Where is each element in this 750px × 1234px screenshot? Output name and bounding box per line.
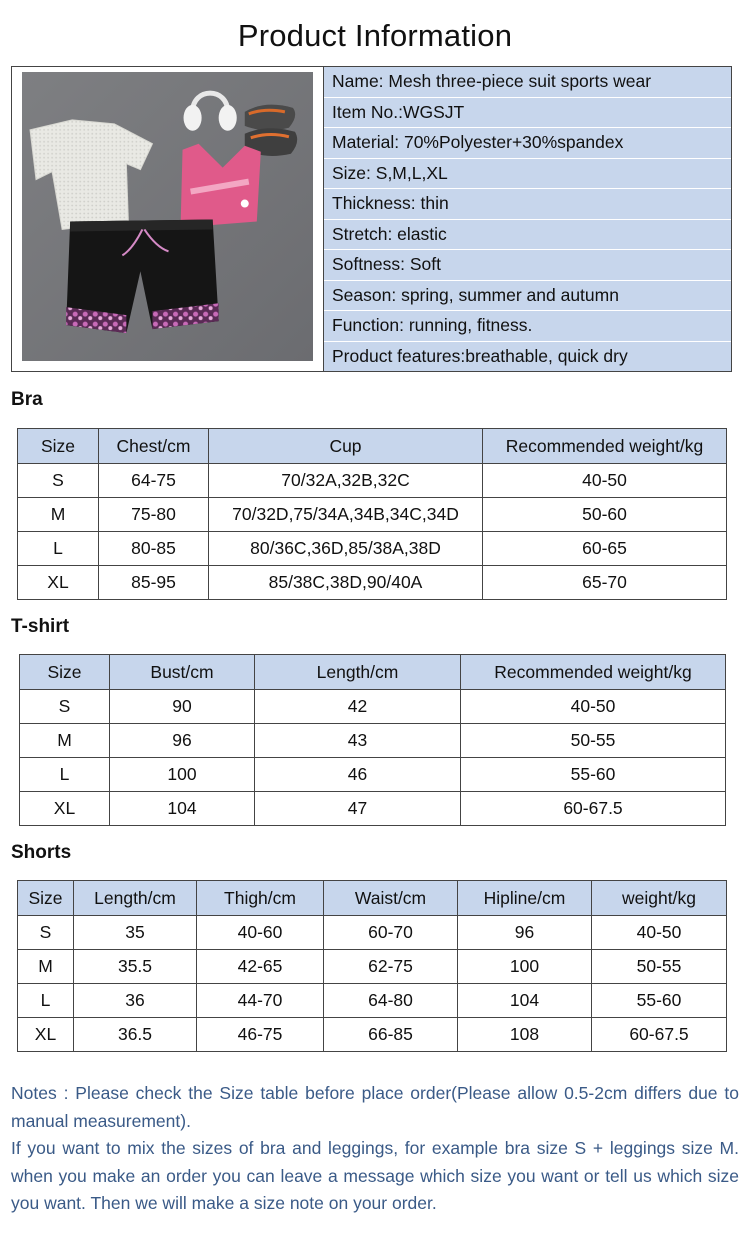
table-row [18,464,727,498]
table-header-cell: Length/cm [74,881,197,916]
product-photo [12,67,324,371]
info-item-no: Item No.:WGSJT [324,98,731,129]
bra-size-table [17,428,727,600]
table-cell: M [20,724,110,758]
size-notes [11,1080,739,1218]
info-softness: Softness: Soft [324,250,731,281]
info-function: Function: running, fitness. [324,311,731,342]
table-cell: S [18,464,99,498]
table-cell: XL [20,792,110,826]
table-cell: 80/36C,36D,85/38A,38D [209,532,483,566]
info-material: Material: 70%Polyester+30%spandex [324,128,731,159]
table-row [18,950,727,984]
shorts-section-title: Shorts [11,842,72,863]
table-cell: S [20,690,110,724]
table-row [20,758,726,792]
table-header-cell: Recommended weight/kg [461,655,726,690]
info-thickness: Thickness: thin [324,189,731,220]
table-cell: 60-67.5 [461,792,726,826]
table-cell: 85/38C,38D,90/40A [209,566,483,600]
table-cell: 35.5 [74,950,197,984]
info-features: Product features:breathable, quick dry [324,342,731,372]
bra-section-title: Bra [11,389,43,410]
table-cell: 42 [255,690,461,724]
table-cell: 50-55 [461,724,726,758]
table-cell: L [20,758,110,792]
table-header-row [20,655,726,690]
table-header-row [18,429,727,464]
table-cell: L [18,532,99,566]
tshirt-section-title: T-shirt [11,616,70,637]
table-cell: 35 [74,916,197,950]
table-cell: L [18,984,74,1018]
table-cell: XL [18,566,99,600]
table-cell: 104 [458,984,592,1018]
table-cell: 55-60 [461,758,726,792]
table-cell: 90 [110,690,255,724]
info-name: Name: Mesh three-piece suit sports wear [324,67,731,98]
table-row [18,984,727,1018]
table-cell: 60-65 [483,532,727,566]
table-row [18,498,727,532]
table-cell: 40-60 [197,916,324,950]
info-stretch: Stretch: elastic [324,220,731,251]
product-info-list [324,67,731,371]
table-cell: 70/32D,75/34A,34B,34C,34D [209,498,483,532]
table-header-cell: Cup [209,429,483,464]
table-cell: 46-75 [197,1018,324,1052]
table-cell: 40-50 [483,464,727,498]
table-header-cell: Chest/cm [99,429,209,464]
table-cell: 43 [255,724,461,758]
notes-paragraph: Notes : Please check the Size table before place order(Please allow 0.5-2cm differs due to manual measurement). [11,1083,739,1131]
table-header-cell: Recommended weight/kg [483,429,727,464]
info-size: Size: S,M,L,XL [324,159,731,190]
table-cell: 44-70 [197,984,324,1018]
table-cell: 80-85 [99,532,209,566]
table-cell: 36 [74,984,197,1018]
product-info-block [11,66,732,372]
table-cell: 100 [458,950,592,984]
table-row [18,1018,727,1052]
table-header-cell: Size [20,655,110,690]
shorts-size-table [17,880,727,1052]
table-cell: 96 [110,724,255,758]
table-cell: 66-85 [324,1018,458,1052]
table-cell: 104 [110,792,255,826]
info-season: Season: spring, summer and autumn [324,281,731,312]
page-title: Product Information [237,18,513,53]
table-cell: 46 [255,758,461,792]
table-cell: 42-65 [197,950,324,984]
table-cell: 62-75 [324,950,458,984]
table-cell: 50-55 [592,950,727,984]
table-cell: 65-70 [483,566,727,600]
product-photo-image [22,72,313,361]
table-cell: 108 [458,1018,592,1052]
table-header-cell: Size [18,881,74,916]
table-cell: 36.5 [74,1018,197,1052]
table-cell: 40-50 [592,916,727,950]
table-cell: XL [18,1018,74,1052]
table-row [18,566,727,600]
table-cell: M [18,498,99,532]
table-cell: 70/32A,32B,32C [209,464,483,498]
table-header-cell: Bust/cm [110,655,255,690]
table-cell: 47 [255,792,461,826]
table-header-cell: Waist/cm [324,881,458,916]
table-cell: 40-50 [461,690,726,724]
table-row [18,532,727,566]
table-cell: 96 [458,916,592,950]
table-cell: 64-80 [324,984,458,1018]
table-cell: 60-67.5 [592,1018,727,1052]
table-header-cell: Size [18,429,99,464]
table-cell: 100 [110,758,255,792]
table-header-cell: Hipline/cm [458,881,592,916]
table-cell: 64-75 [99,464,209,498]
table-header-cell: Thigh/cm [197,881,324,916]
table-cell: S [18,916,74,950]
notes-paragraph: If you want to mix the sizes of bra and leggings, for example bra size S + leggings size M. when you make an order you can leave a message which size you want or tell us which size you want. Then we will make a size note on your order. [11,1138,739,1213]
table-header-row [18,881,727,916]
table-cell: 75-80 [99,498,209,532]
table-row [20,792,726,826]
table-header-cell: Length/cm [255,655,461,690]
table-header-cell: weight/kg [592,881,727,916]
tshirt-size-table [19,654,726,826]
table-cell: 85-95 [99,566,209,600]
table-row [20,724,726,758]
table-cell: 60-70 [324,916,458,950]
table-row [18,916,727,950]
table-cell: M [18,950,74,984]
table-cell: 50-60 [483,498,727,532]
table-row [20,690,726,724]
table-cell: 55-60 [592,984,727,1018]
